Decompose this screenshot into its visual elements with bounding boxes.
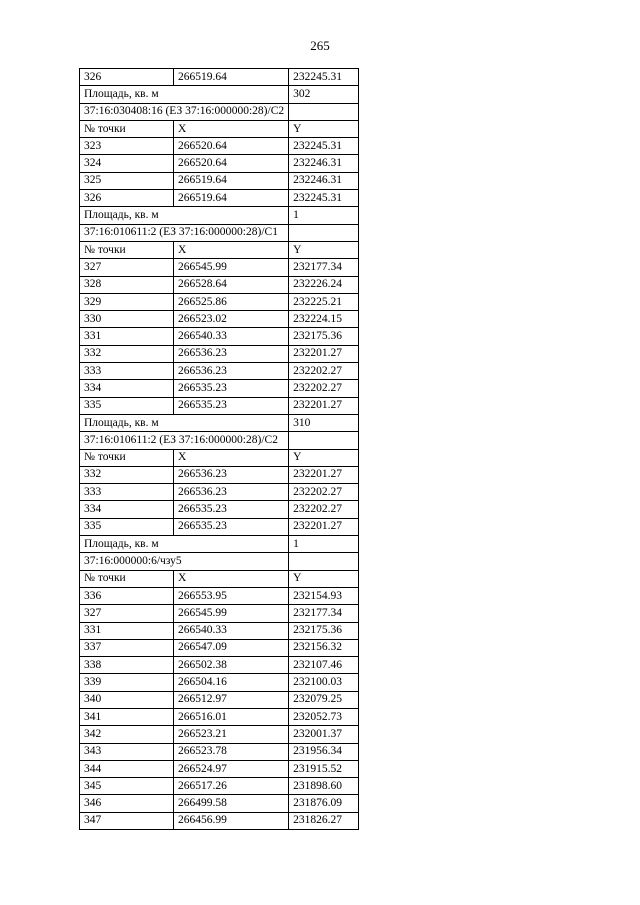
- area-label-cell: Площадь, кв. м: [80, 207, 289, 224]
- point-number-cell: 338: [80, 657, 174, 674]
- y-coordinate-cell: 232202.27: [289, 380, 359, 397]
- x-coordinate-cell: 266535.23: [173, 380, 288, 397]
- y-coordinate-cell: 232245.31: [289, 190, 359, 207]
- x-coordinate-cell: 266536.23: [173, 345, 288, 362]
- table-row: [80, 812, 359, 829]
- table-row: [80, 172, 359, 189]
- column-header-number: № точки: [80, 570, 174, 587]
- area-label-cell: Площадь, кв. м: [80, 414, 289, 431]
- y-coordinate-cell: 232245.31: [289, 69, 359, 86]
- x-coordinate-cell: 266502.38: [173, 657, 288, 674]
- coordinates-table-body: [80, 69, 359, 830]
- point-number-cell: 347: [80, 812, 174, 829]
- table-row: [80, 743, 359, 760]
- table-row: [80, 69, 359, 86]
- x-coordinate-cell: 266536.23: [173, 484, 288, 501]
- coordinates-table: [79, 68, 359, 830]
- y-coordinate-cell: 232175.36: [289, 328, 359, 345]
- y-coordinate-cell: 231915.52: [289, 760, 359, 777]
- x-coordinate-cell: 266512.97: [173, 691, 288, 708]
- x-coordinate-cell: 266535.23: [173, 501, 288, 518]
- area-row: [80, 86, 359, 103]
- y-coordinate-cell: 232246.31: [289, 172, 359, 189]
- y-coordinate-cell: 232100.03: [289, 674, 359, 691]
- table-row: [80, 328, 359, 345]
- column-header-number: № точки: [80, 241, 174, 258]
- y-coordinate-cell: 232201.27: [289, 518, 359, 535]
- column-header-y: Y: [289, 570, 359, 587]
- table-row: [80, 484, 359, 501]
- column-header-row: [80, 241, 359, 258]
- x-coordinate-cell: 266517.26: [173, 778, 288, 795]
- area-value-cell: 1: [289, 536, 359, 553]
- column-header-x: X: [173, 241, 288, 258]
- y-coordinate-cell: 232201.27: [289, 466, 359, 483]
- point-number-cell: 326: [80, 190, 174, 207]
- section-heading-cell: 37:16:030408:16 (ЕЗ 37:16:000000:28)/С2: [80, 103, 289, 120]
- y-coordinate-cell: 232052.73: [289, 708, 359, 725]
- point-number-cell: 327: [80, 605, 174, 622]
- section-heading-cell: 37:16:010611:2 (ЕЗ 37:16:000000:28)/С1: [80, 224, 289, 241]
- x-coordinate-cell: 266520.64: [173, 155, 288, 172]
- column-header-number: № точки: [80, 449, 174, 466]
- x-coordinate-cell: 266540.33: [173, 328, 288, 345]
- table-row: [80, 691, 359, 708]
- point-number-cell: 332: [80, 466, 174, 483]
- y-coordinate-cell: 232201.27: [289, 345, 359, 362]
- point-number-cell: 332: [80, 345, 174, 362]
- x-coordinate-cell: 266553.95: [173, 587, 288, 604]
- point-number-cell: 327: [80, 259, 174, 276]
- table-row: [80, 760, 359, 777]
- table-row: [80, 138, 359, 155]
- point-number-cell: 341: [80, 708, 174, 725]
- y-coordinate-cell: 231956.34: [289, 743, 359, 760]
- x-coordinate-cell: 266519.64: [173, 69, 288, 86]
- table-row: [80, 674, 359, 691]
- table-row: [80, 518, 359, 535]
- table-row: [80, 293, 359, 310]
- table-row: [80, 639, 359, 656]
- x-coordinate-cell: 266516.01: [173, 708, 288, 725]
- y-coordinate-cell: 232177.34: [289, 605, 359, 622]
- y-coordinate-cell: 232201.27: [289, 397, 359, 414]
- x-coordinate-cell: 266528.64: [173, 276, 288, 293]
- y-coordinate-cell: 231876.09: [289, 795, 359, 812]
- area-value-cell: 310: [289, 414, 359, 431]
- section-heading-row: [80, 432, 359, 449]
- y-coordinate-cell: 232202.27: [289, 501, 359, 518]
- point-number-cell: 333: [80, 484, 174, 501]
- column-header-y: Y: [289, 449, 359, 466]
- section-heading-cell: 37:16:000000:6/чзу5: [80, 553, 289, 570]
- point-number-cell: 331: [80, 622, 174, 639]
- column-header-y: Y: [289, 241, 359, 258]
- column-header-x: X: [173, 449, 288, 466]
- column-header-row: [80, 570, 359, 587]
- point-number-cell: 346: [80, 795, 174, 812]
- x-coordinate-cell: 266523.78: [173, 743, 288, 760]
- section-heading-row: [80, 224, 359, 241]
- table-row: [80, 622, 359, 639]
- table-row: [80, 311, 359, 328]
- y-coordinate-cell: 232154.93: [289, 587, 359, 604]
- x-coordinate-cell: 266545.99: [173, 259, 288, 276]
- point-number-cell: 339: [80, 674, 174, 691]
- y-coordinate-cell: 232225.21: [289, 293, 359, 310]
- x-coordinate-cell: 266536.23: [173, 466, 288, 483]
- section-heading-row: [80, 103, 359, 120]
- point-number-cell: 328: [80, 276, 174, 293]
- x-coordinate-cell: 266499.58: [173, 795, 288, 812]
- x-coordinate-cell: 266535.23: [173, 397, 288, 414]
- y-coordinate-cell: 232175.36: [289, 622, 359, 639]
- x-coordinate-cell: 266519.64: [173, 172, 288, 189]
- column-header-number: № точки: [80, 120, 174, 137]
- y-coordinate-cell: 232177.34: [289, 259, 359, 276]
- point-number-cell: 330: [80, 311, 174, 328]
- area-row: [80, 414, 359, 431]
- point-number-cell: 334: [80, 380, 174, 397]
- point-number-cell: 337: [80, 639, 174, 656]
- y-coordinate-cell: 232107.46: [289, 657, 359, 674]
- y-coordinate-cell: 231826.27: [289, 812, 359, 829]
- x-coordinate-cell: 266523.02: [173, 311, 288, 328]
- x-coordinate-cell: 266520.64: [173, 138, 288, 155]
- y-coordinate-cell: 232202.27: [289, 484, 359, 501]
- point-number-cell: 323: [80, 138, 174, 155]
- y-coordinate-cell: 231898.60: [289, 778, 359, 795]
- area-value-cell: 302: [289, 86, 359, 103]
- empty-cell: [289, 432, 359, 449]
- table-row: [80, 708, 359, 725]
- empty-cell: [289, 103, 359, 120]
- point-number-cell: 329: [80, 293, 174, 310]
- point-number-cell: 333: [80, 363, 174, 380]
- area-value-cell: 1: [289, 207, 359, 224]
- point-number-cell: 340: [80, 691, 174, 708]
- column-header-row: [80, 449, 359, 466]
- page-number: 265: [310, 38, 330, 53]
- table-row: [80, 363, 359, 380]
- point-number-cell: 335: [80, 397, 174, 414]
- table-row: [80, 155, 359, 172]
- point-number-cell: 326: [80, 69, 174, 86]
- table-row: [80, 726, 359, 743]
- area-row: [80, 536, 359, 553]
- table-row: [80, 501, 359, 518]
- x-coordinate-cell: 266525.86: [173, 293, 288, 310]
- x-coordinate-cell: 266524.97: [173, 760, 288, 777]
- table-row: [80, 345, 359, 362]
- table-row: [80, 605, 359, 622]
- point-number-cell: 331: [80, 328, 174, 345]
- x-coordinate-cell: 266519.64: [173, 190, 288, 207]
- y-coordinate-cell: 232224.15: [289, 311, 359, 328]
- table-row: [80, 657, 359, 674]
- y-coordinate-cell: 232202.27: [289, 363, 359, 380]
- table-row: [80, 380, 359, 397]
- x-coordinate-cell: 266523.21: [173, 726, 288, 743]
- x-coordinate-cell: 266540.33: [173, 622, 288, 639]
- empty-cell: [289, 224, 359, 241]
- x-coordinate-cell: 266545.99: [173, 605, 288, 622]
- column-header-row: [80, 120, 359, 137]
- point-number-cell: 345: [80, 778, 174, 795]
- point-number-cell: 342: [80, 726, 174, 743]
- table-row: [80, 259, 359, 276]
- y-coordinate-cell: 232245.31: [289, 138, 359, 155]
- x-coordinate-cell: 266504.16: [173, 674, 288, 691]
- table-row: [80, 190, 359, 207]
- x-coordinate-cell: 266536.23: [173, 363, 288, 380]
- x-coordinate-cell: 266547.09: [173, 639, 288, 656]
- table-row: [80, 397, 359, 414]
- table-row: [80, 795, 359, 812]
- x-coordinate-cell: 266535.23: [173, 518, 288, 535]
- y-coordinate-cell: 232156.32: [289, 639, 359, 656]
- column-header-x: X: [173, 570, 288, 587]
- section-heading-row: [80, 553, 359, 570]
- point-number-cell: 334: [80, 501, 174, 518]
- table-row: [80, 276, 359, 293]
- empty-cell: [289, 553, 359, 570]
- area-label-cell: Площадь, кв. м: [80, 86, 289, 103]
- column-header-x: X: [173, 120, 288, 137]
- point-number-cell: 324: [80, 155, 174, 172]
- section-heading-cell: 37:16:010611:2 (ЕЗ 37:16:000000:28)/С2: [80, 432, 289, 449]
- table-row: [80, 778, 359, 795]
- area-row: [80, 207, 359, 224]
- point-number-cell: 343: [80, 743, 174, 760]
- y-coordinate-cell: 232226.24: [289, 276, 359, 293]
- point-number-cell: 344: [80, 760, 174, 777]
- x-coordinate-cell: 266456.99: [173, 812, 288, 829]
- point-number-cell: 325: [80, 172, 174, 189]
- area-label-cell: Площадь, кв. м: [80, 536, 289, 553]
- y-coordinate-cell: 232246.31: [289, 155, 359, 172]
- y-coordinate-cell: 232001.37: [289, 726, 359, 743]
- table-row: [80, 587, 359, 604]
- y-coordinate-cell: 232079.25: [289, 691, 359, 708]
- table-row: [80, 466, 359, 483]
- point-number-cell: 336: [80, 587, 174, 604]
- column-header-y: Y: [289, 120, 359, 137]
- point-number-cell: 335: [80, 518, 174, 535]
